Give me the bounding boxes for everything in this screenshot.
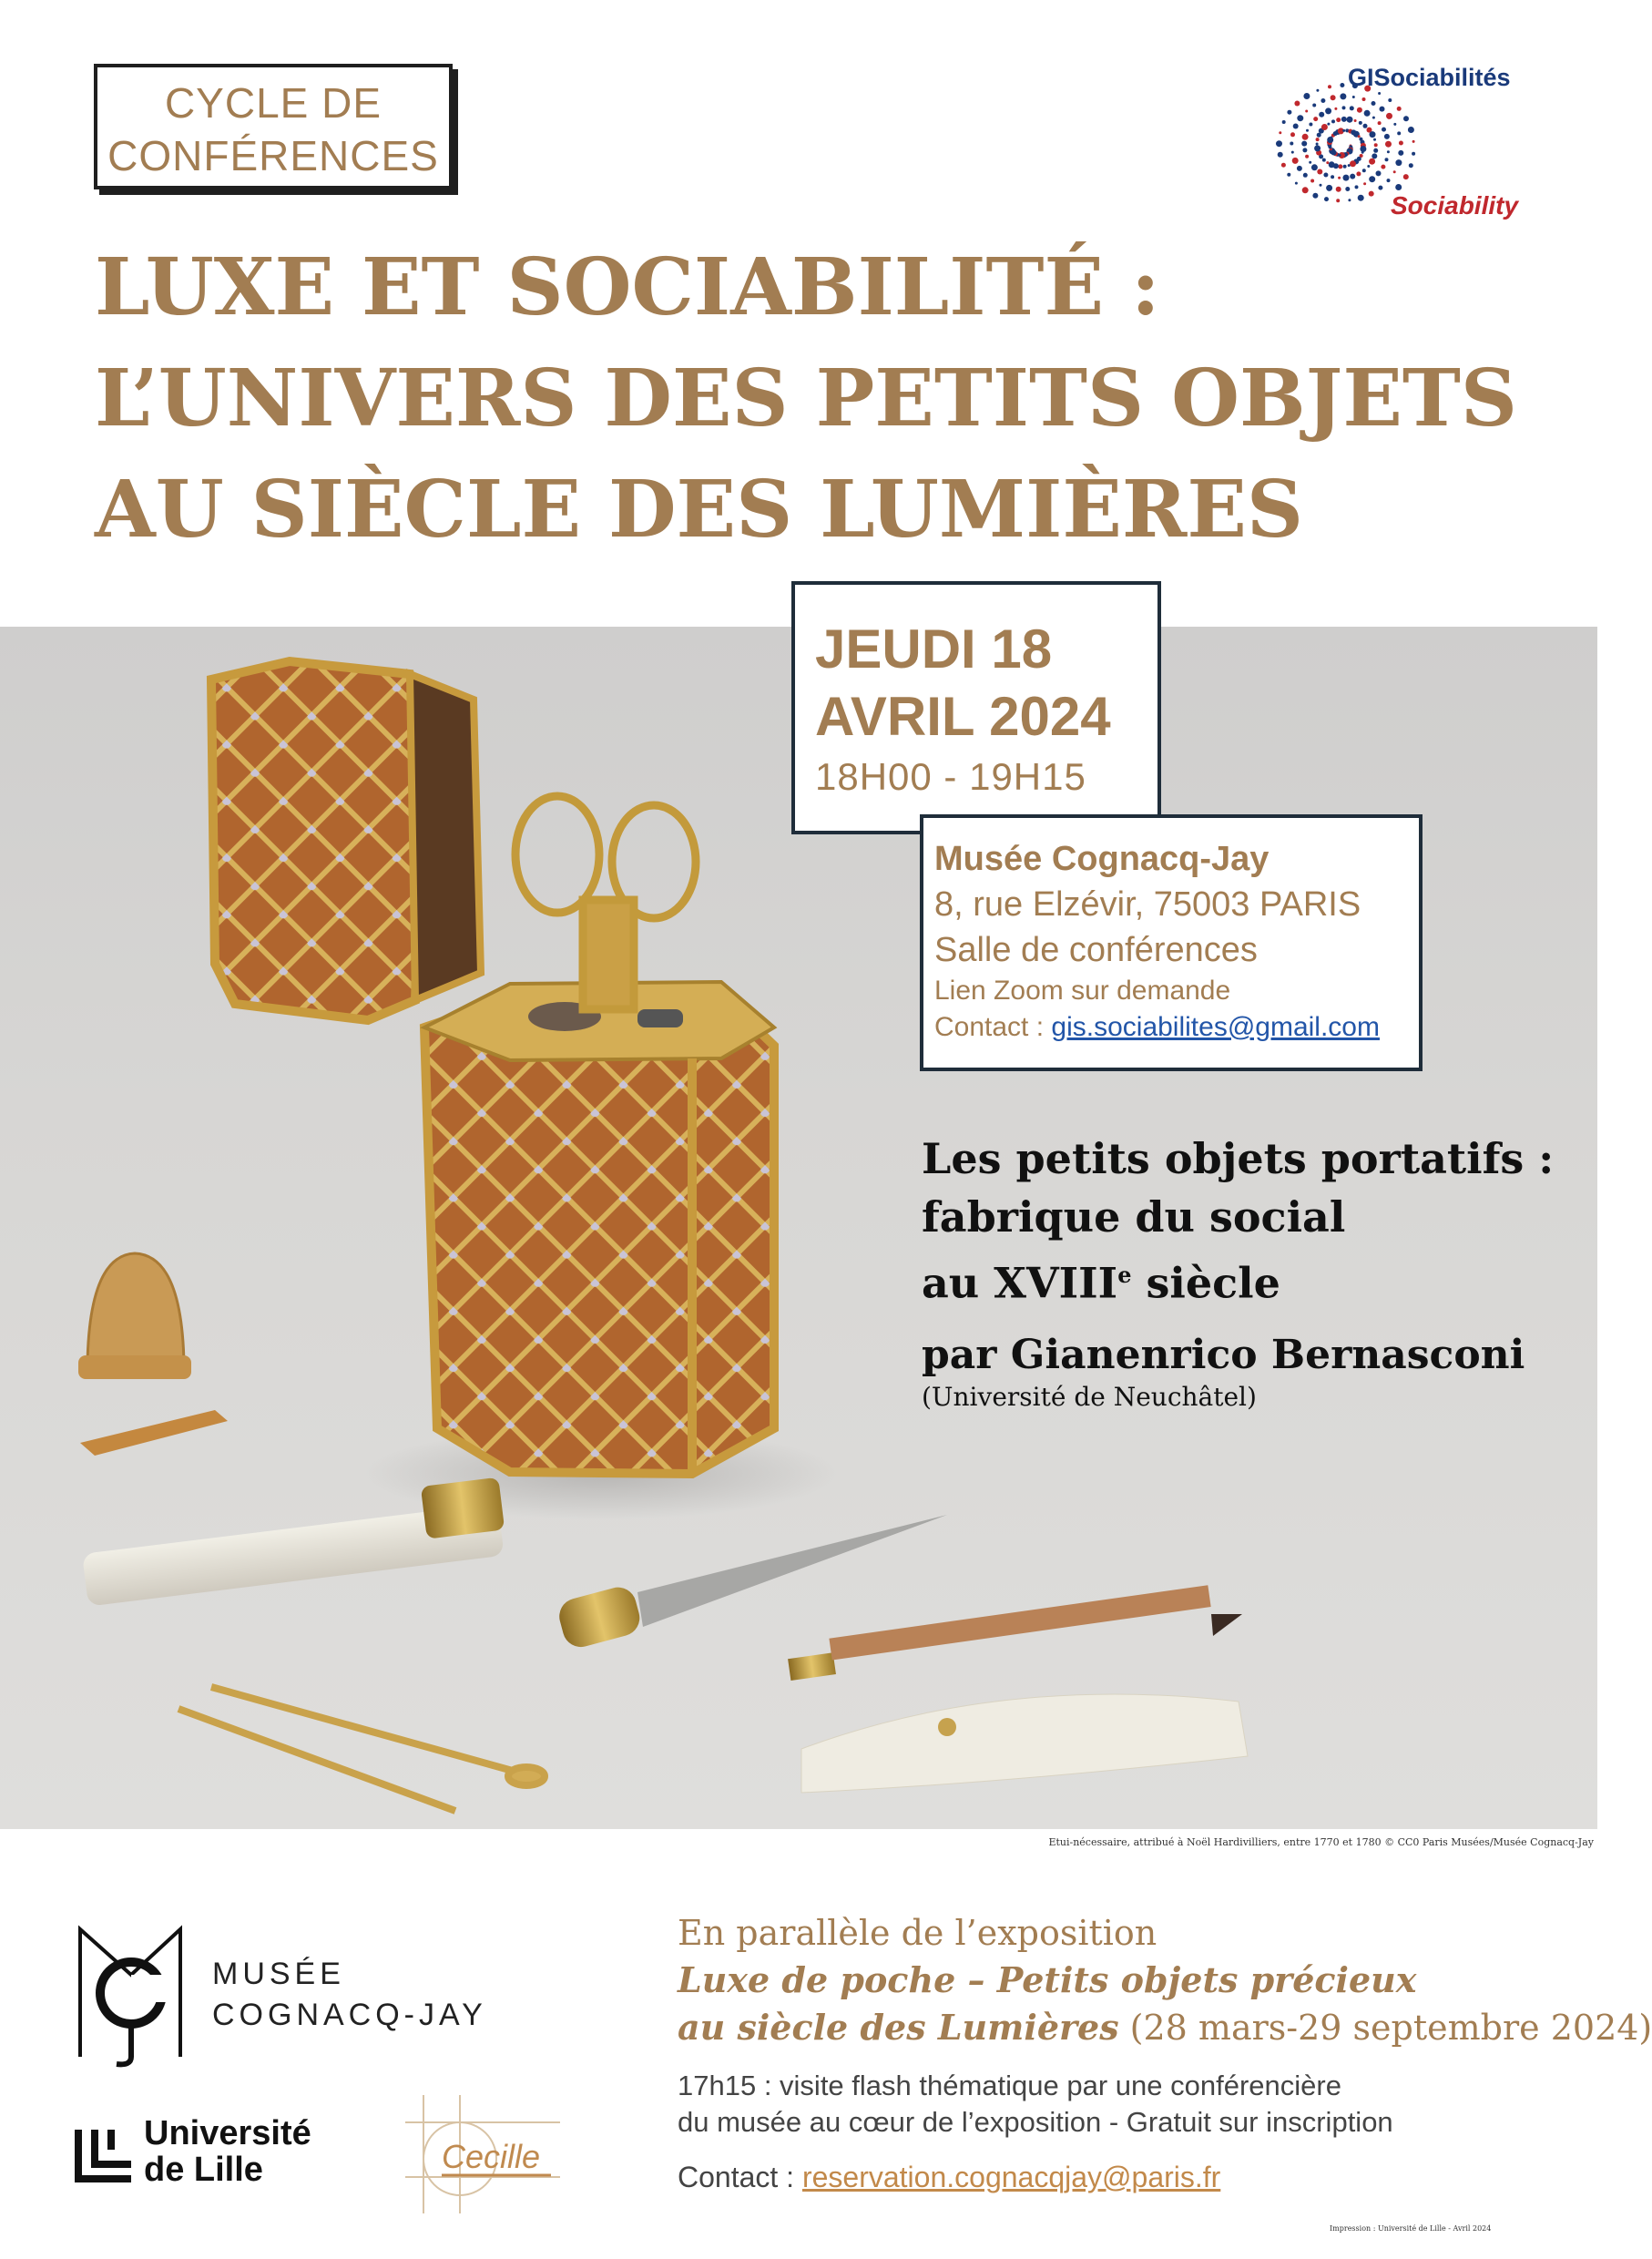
cecille-logo-text: Cecille [442, 2138, 541, 2175]
gis-logo-dot [1302, 148, 1307, 152]
gis-logo-dot [1412, 152, 1415, 156]
gis-logo-dot [1303, 93, 1310, 99]
gis-logo-dot [1319, 112, 1324, 118]
exhibition-intro: En parallèle de l’exposition [678, 1913, 1157, 1953]
gis-logo-dot [1331, 119, 1335, 123]
gis-logo-dot [1362, 169, 1366, 172]
gis-logo-dot [1336, 199, 1340, 202]
gis-logo-dot [1372, 101, 1376, 106]
gis-logo-dot [1403, 174, 1409, 179]
lecture-century: au XVIII [922, 1258, 1118, 1308]
exhibition-contact-label: Contact : [678, 2161, 802, 2193]
lecture-title-line-1: Les petits objets portatifs : [922, 1134, 1555, 1183]
gis-logo-dot [1378, 186, 1382, 190]
gis-logo-dot [1291, 151, 1294, 154]
venue-name: Musée Cognacq-Jay [934, 840, 1270, 878]
cycle-line-1: CYCLE DE [164, 79, 382, 127]
venue-contact-label: Contact : [934, 1012, 1052, 1042]
gis-logo-dot [1367, 165, 1370, 168]
gis-logo-dot [1306, 129, 1309, 132]
gis-logo-dot [1363, 182, 1366, 185]
gis-logo-dot [1374, 143, 1378, 147]
gis-logo-dot [1395, 159, 1402, 166]
gis-logo-dot [1369, 191, 1374, 197]
gis-logo-dot [1355, 185, 1359, 189]
venue-address: 8, rue Elzévir, 75003 PARIS [934, 885, 1361, 924]
gis-logo-dot [1302, 187, 1309, 193]
exhibition-block [678, 1909, 1652, 2051]
gis-logo-dot [1370, 131, 1376, 138]
gis-logo-dot [1345, 187, 1350, 191]
gis-logo-dot [1316, 138, 1320, 141]
gis-logo-dot [1362, 97, 1366, 101]
title-line-1: LUXE ET SOCIABILITÉ : [95, 241, 1160, 333]
gis-logo-dot [1287, 110, 1291, 115]
gis-logo-dot [1348, 199, 1351, 201]
cecille-logo [405, 2095, 560, 2213]
gis-logo-dot [1312, 104, 1316, 107]
gis-logo-dot [1350, 160, 1356, 167]
gis-logo-dot [1316, 143, 1319, 146]
gis-logo-dot [1350, 174, 1355, 179]
gis-logo-dot [1387, 179, 1391, 182]
gis-logo-dot [1341, 117, 1347, 122]
gis-logo-dot [1329, 161, 1335, 168]
gis-logo-dot [1347, 117, 1353, 123]
gis-logo-dot [1301, 141, 1307, 147]
gis-logo-dot [1336, 118, 1341, 122]
gis-logo-dot [1294, 101, 1300, 107]
gis-logo-dot [1357, 107, 1362, 113]
lecture-title-line-3 [922, 1246, 1577, 1312]
gold-spoon [178, 1687, 545, 1811]
gis-logo-dot [1399, 141, 1403, 146]
title-line-3: AU SIÈCLE DES LUMIÈRES [95, 464, 1303, 556]
gis-logo-dot [1408, 127, 1414, 133]
gis-logo-dot [1350, 106, 1354, 110]
gis-logo-dot [1356, 171, 1361, 176]
gis-logo-dot [1290, 142, 1293, 146]
gis-logo-dot [1403, 116, 1409, 121]
gis-logo-dot [1310, 179, 1314, 183]
thimble [78, 1253, 191, 1379]
gis-logo-dot [1385, 158, 1389, 161]
gis-logo-dot [1314, 145, 1321, 151]
gis-logo-dot [1303, 173, 1308, 178]
gis-logo-dot [1382, 128, 1386, 132]
event-date-box [791, 581, 1161, 834]
exhibition-title-line-2-text: au siècle des Lumières [678, 2007, 1119, 2048]
venue-room: Salle de conférences [934, 931, 1258, 969]
gis-logo-dot [1373, 138, 1376, 141]
gis-logo-name: GISociabilités [1348, 64, 1511, 91]
gis-logo-dot [1321, 98, 1325, 103]
gis-logo-tagline: Sociability [1391, 191, 1519, 220]
visit-info [678, 2068, 1570, 2141]
gis-logo-dot [1354, 119, 1357, 122]
gis-logo-dot [1387, 150, 1390, 153]
gis-logo-dot [1380, 107, 1385, 112]
venue-contact-email-link[interactable]: gis.sociabilites@gmail.com [1051, 1012, 1380, 1042]
etui-body [424, 982, 774, 1474]
gis-logo-dot [1412, 140, 1415, 143]
gis-logo-dot [1321, 124, 1328, 130]
date-line-2: AVRIL 2024 [815, 686, 1111, 747]
gis-logo-dot [1338, 164, 1342, 169]
gis-logo-dot [1372, 117, 1375, 119]
exhibition-title-line-1: Luxe de poche – Petits objets précieux [678, 1959, 1417, 2000]
gis-logo-dot [1302, 134, 1309, 140]
lille-line-2: de Lille [144, 2151, 263, 2189]
gis-logo-dot [1334, 107, 1337, 110]
photo-caption: Etui-nécessaire, attribué à Noël Hardivilliers, entre 1770 et 1780 © CC0 Paris Musées/Musée Cognacq-Jay [1048, 1836, 1594, 1848]
gis-logo-dot [1297, 166, 1302, 171]
gis-logo-dot [1372, 153, 1377, 158]
gis-logo-dot [1323, 173, 1328, 178]
gis-logo-dot [1385, 141, 1392, 148]
gis-logo-dot [1381, 165, 1385, 169]
gis-logo-dot [1342, 106, 1346, 109]
gis-logo-dot [1348, 164, 1351, 167]
gis-logo-dot [1340, 83, 1344, 87]
exhibition-contact-email-link[interactable]: reservation.cognacqjay@paris.fr [801, 2161, 1221, 2193]
gis-logo-dot [1313, 117, 1318, 121]
gis-logo-dot [1295, 182, 1298, 185]
gis-logo-dot [1305, 110, 1308, 113]
gis-logo-dot [1326, 161, 1329, 164]
gis-logo-dot [1309, 123, 1312, 127]
pencil [788, 1585, 1242, 1681]
gis-logo-dot [1358, 195, 1364, 201]
lecture-affiliation: (Université de Neuchâtel) [922, 1382, 1257, 1413]
gis-logo-dot [1287, 173, 1290, 177]
musee-cognacq-jay-logo [71, 1920, 189, 2066]
gis-logo-dot [1297, 115, 1303, 121]
scissors [515, 796, 696, 1009]
gis-logo-dot [1331, 95, 1336, 100]
gis-logo-dot [1393, 170, 1396, 173]
gis-logo-dot [1290, 132, 1295, 137]
page-title [95, 232, 1518, 566]
gis-logo-dot [1311, 164, 1318, 170]
gis-logo-dot [1281, 163, 1286, 168]
visit-line-1: 17h15 : visite flash thématique par une conférencière [678, 2070, 1341, 2101]
print-note: Impression : Université de Lille - Avril 2024 [1330, 2224, 1492, 2233]
gis-logo-dot [1352, 96, 1355, 98]
title-line-2: L’UNIVERS DES PETITS OBJETS [95, 353, 1518, 445]
musee-logo-line-2: COGNACQ-JAY [212, 1998, 487, 2032]
exhibition-dates: (28 mars-29 septembre 2024) [1118, 2008, 1652, 2048]
visit-line-2: du musée au cœur de l’exposition - Gratuit sur inscription [678, 2106, 1393, 2138]
gis-logo-dot [1293, 124, 1299, 129]
gis-logo-dot [1393, 123, 1396, 126]
gis-logo-dot [1409, 163, 1413, 168]
gis-logo-dot [1358, 135, 1361, 138]
date-line-1: JEUDI 18 [815, 618, 1053, 680]
cycle-line-2: CONFÉRENCES [107, 132, 439, 179]
venue-box [920, 814, 1423, 1071]
gis-logo-dot [1364, 110, 1371, 117]
gis-logo-dot [1369, 176, 1375, 182]
gis-logo-dot [1305, 155, 1309, 158]
ivory-tablets [801, 1694, 1248, 1793]
gis-logo-dot [1336, 187, 1341, 192]
gis-logo-dot [1376, 170, 1382, 176]
lecture-speaker: par Gianenrico Bernasconi [922, 1332, 1525, 1379]
universite-de-lille-logo-text [144, 2115, 311, 2188]
gis-logo-dot [1360, 146, 1366, 152]
folding-knife [80, 1410, 505, 1607]
gis-logo-dot [1386, 113, 1392, 119]
gis-logo-dot [1328, 85, 1331, 88]
gis-logo-dot [1326, 185, 1332, 191]
gis-logo-dot [1378, 121, 1382, 125]
gis-logo-dot [1279, 131, 1281, 134]
lecture-century-sup: e [1117, 1262, 1132, 1288]
gis-logo-dot [1395, 184, 1402, 190]
gis-logo-dot [1340, 93, 1346, 99]
lille-line-1: Université [144, 2114, 311, 2152]
event-time: 18H00 - 19H15 [815, 755, 1086, 798]
lecture-title-line-2: fabrique du social [922, 1192, 1346, 1242]
exhibition-contact [678, 2161, 1220, 2194]
gis-logo-dot [1359, 121, 1362, 125]
lecture-block [922, 1130, 1577, 1412]
gis-logo-dot [1363, 124, 1368, 128]
gis-logo-dot [1369, 158, 1375, 165]
gis-logo-dot [1282, 120, 1286, 124]
gis-logo-dot [1398, 150, 1403, 156]
venue-contact [934, 1009, 1419, 1046]
lecture-siecle: siècle [1131, 1258, 1280, 1308]
exhibition-title-line-2 [678, 2004, 1652, 2051]
venue-zoom: Lien Zoom sur demande [934, 976, 1231, 1006]
gis-logo-dot [1338, 177, 1341, 179]
universite-de-lille-logo-icon [73, 2122, 137, 2186]
gis-logo-dot [1309, 161, 1311, 164]
gis-logo-dot [1397, 107, 1402, 111]
gis-logo-dot [1373, 148, 1378, 153]
gis-logo-dot [1292, 158, 1299, 164]
gis-logo-dot [1342, 129, 1345, 132]
gis-logo-dot [1388, 98, 1392, 102]
musee-logo-line-1: MUSÉE [212, 1957, 345, 1991]
gis-logo-dot [1316, 89, 1319, 92]
cycle-label-box [94, 64, 453, 189]
gis-logo-dot [1378, 92, 1381, 95]
gis-logo-dot [1325, 107, 1331, 114]
gis-logo-dot [1324, 197, 1329, 201]
gis-logo-dot [1343, 165, 1347, 169]
gis-logo-dot [1320, 184, 1322, 187]
etui-lid [211, 661, 481, 1020]
gis-logo-dot [1327, 123, 1330, 126]
gis-logo-dot [1397, 131, 1401, 135]
gis-logo-dot [1278, 152, 1283, 158]
gis-logo-dot [1361, 151, 1364, 154]
gis-logo-dot [1331, 175, 1334, 179]
gis-logo-dot [1343, 175, 1350, 181]
gis-logo-dot [1384, 134, 1390, 139]
gis-logo-dot [1276, 140, 1282, 147]
gis-logo-dot [1317, 169, 1322, 175]
gis-logo-dot [1312, 193, 1318, 199]
gis-logo-dot [1322, 158, 1326, 162]
